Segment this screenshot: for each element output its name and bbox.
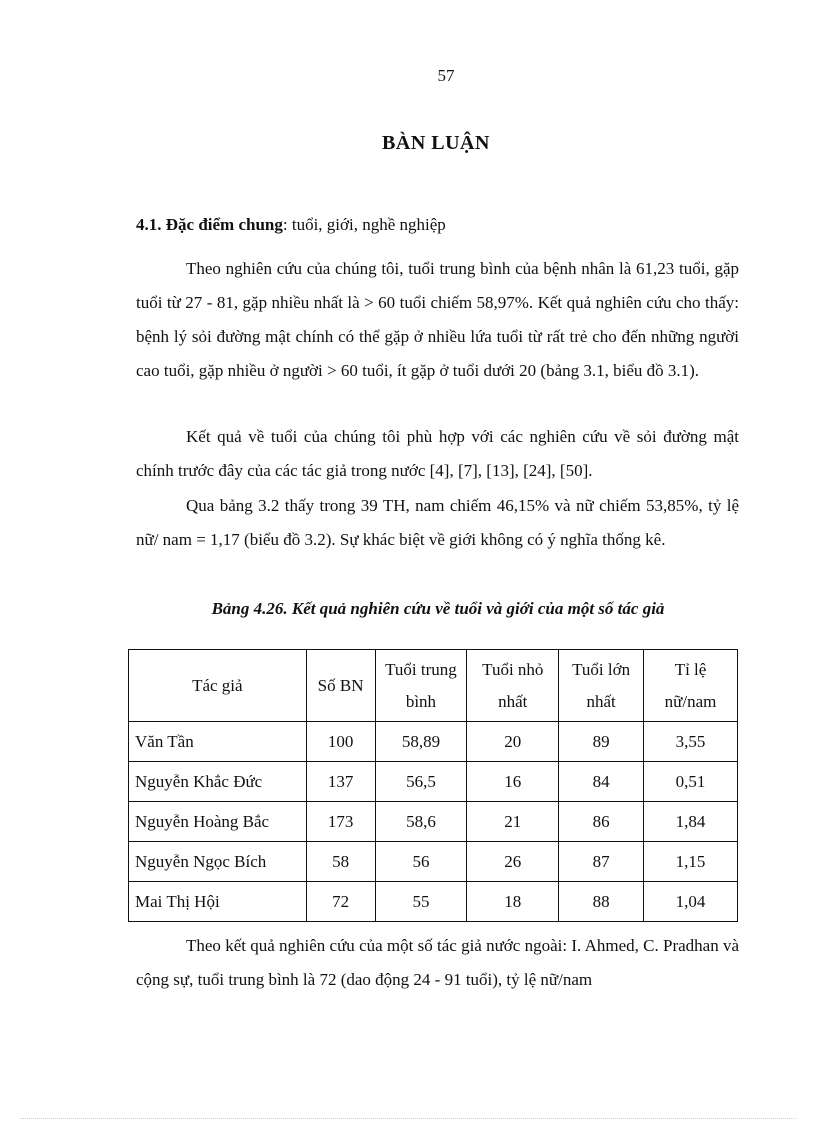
cell-author: Nguyễn Ngọc Bích <box>129 842 307 882</box>
table-caption: Bảng 4.26. Kết quả nghiên cứu về tuổi và giới của một số tác giả <box>211 599 665 618</box>
cell-min-age: 18 <box>467 882 559 922</box>
cell-ratio: 1,84 <box>644 802 738 842</box>
section-subtitle: : tuổi, giới, nghề nghiệp <box>282 215 446 234</box>
cell-max-age: 86 <box>559 802 644 842</box>
cell-patient-count: 58 <box>306 842 375 882</box>
header-author: Tác giả <box>129 650 307 722</box>
cell-mean-age: 56,5 <box>375 762 467 802</box>
cell-author: Nguyễn Hoàng Bắc <box>129 802 307 842</box>
cell-max-age: 88 <box>559 882 644 922</box>
paragraph-foreign-comparison: Theo kết quả nghiên cứu của một số tác giả nước ngoài: I. Ahmed, C. Pradhan và cộng sự, tuổi trung bình là 72 (dao động 24 - 91 tuổi), tỷ lệ nữ/nam <box>136 936 739 989</box>
cell-ratio: 1,15 <box>644 842 738 882</box>
cell-mean-age: 55 <box>375 882 467 922</box>
paragraph-gender-results: Qua bảng 3.2 thấy trong 39 TH, nam chiếm 46,15% và nữ chiếm 53,85%, tỷ lệ nữ/ nam = 1,17 (biểu đồ 3.2). Sự khác biệt về giới không có ý nghĩa thống kê. <box>136 496 739 549</box>
section-heading <box>136 215 446 235</box>
cell-author: Văn Tần <box>129 722 307 762</box>
paragraph-age-results: Theo nghiên cứu của chúng tôi, tuổi trung bình của bệnh nhân là 61,23 tuổi, gặp tuổi từ 27 - 81, gặp nhiều nhất là > 60 tuổi chiếm 58,97%. Kết quả nghiên cứu cho thấy: bệnh lý sỏi đường mật chính có thể gặp ở nhiều lứa tuổi từ rất trẻ cho đến những người cao tuổi, gặp nhiều ở người > 60 tuổi, ít gặp ở tuổi dưới 20 (bảng 3.1, biểu đồ 3.1). <box>136 259 739 380</box>
cell-mean-age: 56 <box>375 842 467 882</box>
table-header-row <box>129 650 738 722</box>
header-max-age: Tuổi lớn nhất <box>559 650 644 722</box>
cell-patient-count: 72 <box>306 882 375 922</box>
cell-mean-age: 58,89 <box>375 722 467 762</box>
cell-max-age: 87 <box>559 842 644 882</box>
section-number-title: 4.1. Đặc điểm chung <box>136 215 283 234</box>
cell-max-age: 89 <box>559 722 644 762</box>
header-mean-age: Tuổi trung bình <box>375 650 467 722</box>
table-row <box>129 842 738 882</box>
cell-patient-count: 173 <box>306 802 375 842</box>
table-row <box>129 762 738 802</box>
table-row <box>129 722 738 762</box>
paragraph-domestic-comparison: Kết quả về tuổi của chúng tôi phù hợp với các nghiên cứu về sỏi đường mật chính trước đây của các tác giả trong nước [4], [7], [13], [24], [50]. <box>136 427 739 480</box>
cell-min-age: 26 <box>467 842 559 882</box>
table-row <box>129 802 738 842</box>
results-table <box>128 649 738 922</box>
cell-ratio: 1,04 <box>644 882 738 922</box>
cell-mean-age: 58,6 <box>375 802 467 842</box>
chapter-title: BÀN LUẬN <box>382 132 490 154</box>
cell-author: Mai Thị Hội <box>129 882 307 922</box>
cell-min-age: 20 <box>467 722 559 762</box>
cell-patient-count: 137 <box>306 762 375 802</box>
cell-min-age: 16 <box>467 762 559 802</box>
cell-author: Nguyễn Khắc Đức <box>129 762 307 802</box>
header-patient-count: Số BN <box>306 650 375 722</box>
cell-ratio: 3,55 <box>644 722 738 762</box>
cell-max-age: 84 <box>559 762 644 802</box>
cell-min-age: 21 <box>467 802 559 842</box>
header-min-age: Tuổi nhỏ nhất <box>467 650 559 722</box>
footer-divider <box>20 1118 796 1119</box>
cell-ratio: 0,51 <box>644 762 738 802</box>
header-female-male-ratio: Tỉ lệ nữ/nam <box>644 650 738 722</box>
page-number: 57 <box>437 66 455 85</box>
cell-patient-count: 100 <box>306 722 375 762</box>
table-row <box>129 882 738 922</box>
